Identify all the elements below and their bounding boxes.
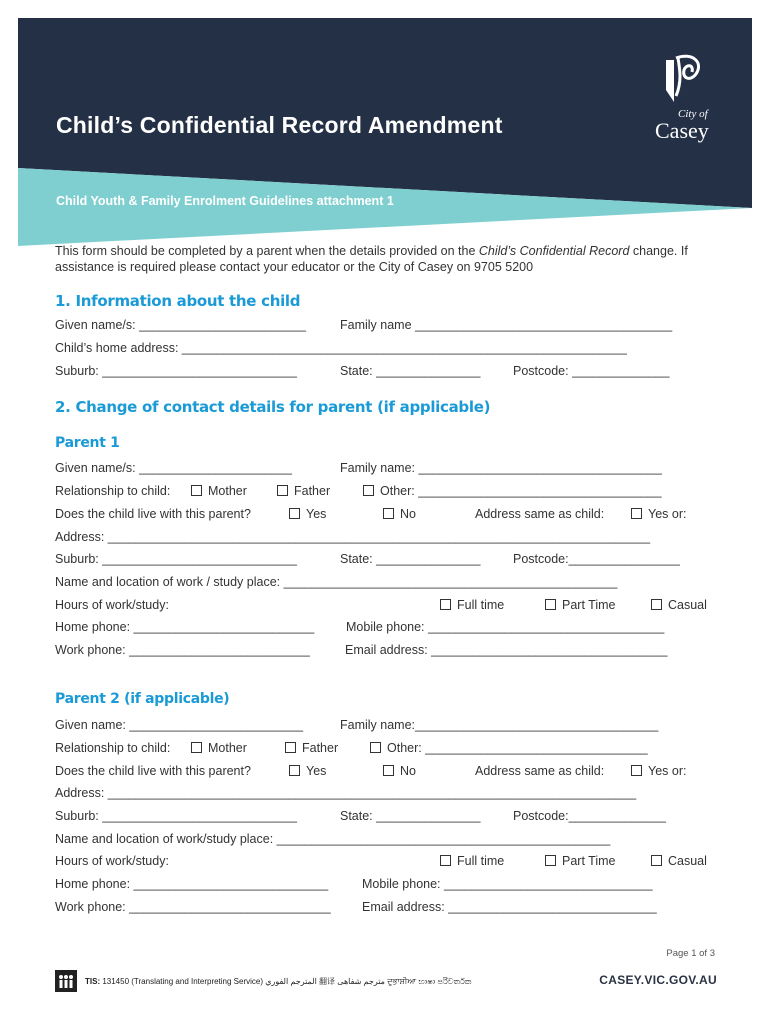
p1-suburb-row: [55, 552, 720, 570]
intro-text-start: This form should be completed by a parent when the details provided on the: [55, 244, 479, 258]
p2-other-option[interactable]: [370, 741, 648, 755]
p2-casual-label: Casual: [668, 854, 707, 868]
p1-home-phone-field[interactable]: Home phone: __________________________: [55, 620, 315, 634]
p2-mobile-phone-field[interactable]: Mobile phone: ______________________________: [362, 877, 653, 891]
checkbox-icon[interactable]: [631, 508, 642, 519]
p1-name-row: [55, 461, 720, 479]
page-subtitle: Child Youth & Family Enrolment Guidelines attachment 1: [56, 194, 394, 208]
p2-hours-label: Hours of work/study:: [55, 854, 169, 868]
p1-address-field[interactable]: Address: ______________________________________________________________________________: [55, 530, 651, 544]
p2-casual-option[interactable]: [651, 854, 707, 868]
checkbox-icon[interactable]: [370, 742, 381, 753]
p2-work-phone-field[interactable]: Work phone: _____________________________: [55, 900, 331, 914]
checkbox-icon[interactable]: [285, 742, 296, 753]
intro-emphasis: Child’s Confidential Record: [478, 244, 630, 258]
p2-part-time-option[interactable]: [545, 854, 616, 868]
checkbox-icon[interactable]: [631, 765, 642, 776]
p1-relationship-row: [55, 484, 720, 502]
p2-yes-or-label: Yes or:: [648, 764, 687, 778]
p1-given-name-field[interactable]: Given name/s: ______________________: [55, 461, 293, 475]
checkbox-icon[interactable]: [277, 485, 288, 496]
checkbox-icon[interactable]: [651, 599, 662, 610]
child-postcode-field[interactable]: Postcode: ______________: [513, 364, 670, 378]
p2-state-field[interactable]: State: _______________: [340, 809, 481, 823]
p1-part-time-option[interactable]: [545, 598, 616, 612]
logo-casey-text: Casey: [655, 118, 709, 143]
p1-hours-row: [55, 598, 720, 616]
p2-relationship-label: Relationship to child:: [55, 741, 171, 755]
p1-casual-label: Casual: [668, 598, 707, 612]
p1-no-label: No: [400, 507, 416, 521]
p1-casual-option[interactable]: [651, 598, 707, 612]
checkbox-icon[interactable]: [545, 855, 556, 866]
p1-state-field[interactable]: State: _______________: [340, 552, 481, 566]
child-address-row: [55, 341, 720, 359]
p1-full-time-label: Full time: [457, 598, 505, 612]
p1-other-option[interactable]: [363, 484, 662, 498]
p1-lives-label: Does the child live with this parent?: [55, 507, 251, 521]
checkbox-icon[interactable]: [440, 599, 451, 610]
p1-yes-option[interactable]: [289, 507, 326, 521]
p1-address-same-label: Address same as child:: [475, 507, 605, 521]
p1-work-row: [55, 643, 720, 661]
p2-family-name-field[interactable]: Family name:___________________________________: [340, 718, 659, 732]
p1-mobile-phone-field[interactable]: Mobile phone: __________________________________: [346, 620, 665, 634]
p2-father-label: Father: [302, 741, 339, 755]
p2-phone-row: [55, 877, 720, 895]
p2-suburb-row: [55, 809, 720, 827]
parent-1-heading: Parent 1: [55, 435, 120, 451]
p1-other-label: Other: ___________________________________: [380, 484, 662, 498]
p2-no-option[interactable]: [383, 764, 416, 778]
p1-no-option[interactable]: [383, 507, 416, 521]
p2-home-phone-field[interactable]: Home phone: ____________________________: [55, 877, 329, 891]
section-1-heading: 1. Information about the child: [55, 292, 301, 310]
intro-text-end: change. If assistance is required please contact your educator or the City of Casey on 9705 5200: [55, 244, 688, 274]
p2-given-name-field[interactable]: Given name: _________________________: [55, 718, 304, 732]
child-family-name-field[interactable]: Family name _____________________________________: [340, 318, 673, 332]
p1-family-name-field[interactable]: Family name: ___________________________________: [340, 461, 662, 475]
checkbox-icon[interactable]: [289, 765, 300, 776]
p2-postcode-field[interactable]: Postcode:______________: [513, 809, 666, 823]
p2-no-label: No: [400, 764, 416, 778]
checkbox-icon[interactable]: [651, 855, 662, 866]
p1-part-time-label: Part Time: [562, 598, 616, 612]
checkbox-icon[interactable]: [363, 485, 374, 496]
p1-hours-label: Hours of work/study:: [55, 598, 169, 612]
p2-address-same-label: Address same as child:: [475, 764, 605, 778]
p1-address-same-option[interactable]: [631, 507, 686, 521]
p2-mother-option[interactable]: [191, 741, 247, 755]
p1-suburb-field[interactable]: Suburb: ____________________________: [55, 552, 297, 566]
tis-info: [85, 976, 471, 987]
p2-other-label: Other: ________________________________: [387, 741, 648, 755]
p2-lives-row: [55, 764, 720, 782]
p1-lives-row: [55, 507, 720, 525]
p1-father-option[interactable]: [277, 484, 330, 498]
p1-full-time-option[interactable]: [440, 598, 504, 612]
checkbox-icon[interactable]: [191, 485, 202, 496]
p2-relationship-row: [55, 741, 720, 759]
p2-address-field[interactable]: Address: ____________________________________________________________________________: [55, 786, 637, 800]
p1-phone-row: [55, 620, 720, 638]
checkbox-icon[interactable]: [383, 765, 394, 776]
checkbox-icon[interactable]: [289, 508, 300, 519]
p1-postcode-field[interactable]: Postcode:________________: [513, 552, 680, 566]
p1-email-field[interactable]: Email address: __________________________________: [345, 643, 668, 657]
child-given-name-field[interactable]: Given name/s: ________________________: [55, 318, 306, 332]
tis-label: TIS:: [85, 977, 101, 986]
p2-full-time-label: Full time: [457, 854, 505, 868]
page-number: Page 1 of 3: [666, 948, 715, 959]
website-link[interactable]: CASEY.VIC.GOV.AU: [599, 973, 717, 987]
p2-full-time-option[interactable]: [440, 854, 504, 868]
child-home-address-field[interactable]: Child’s home address: ________________________________________________________________: [55, 341, 627, 355]
intro-paragraph: [55, 243, 735, 275]
p2-work-place-row: [55, 832, 720, 850]
p2-name-row: [55, 718, 720, 736]
p1-mother-label: Mother: [208, 484, 247, 498]
child-state-field[interactable]: State: _______________: [340, 364, 481, 378]
logo-city-of-text: City of: [678, 108, 708, 120]
p1-father-label: Father: [294, 484, 331, 498]
footer: [55, 968, 717, 996]
p2-email-field[interactable]: Email address: ______________________________: [362, 900, 657, 914]
section-2-heading: 2. Change of contact details for parent (if applicable): [55, 398, 491, 416]
child-name-row: [55, 318, 720, 336]
page-title: Child’s Confidential Record Amendment: [56, 112, 503, 138]
p1-yes-label: Yes: [306, 507, 327, 521]
p2-yes-option[interactable]: [289, 764, 326, 778]
child-suburb-field[interactable]: Suburb: ____________________________: [55, 364, 297, 378]
child-suburb-row: [55, 364, 720, 382]
p2-part-time-label: Part Time: [562, 854, 616, 868]
p1-relationship-label: Relationship to child:: [55, 484, 171, 498]
checkbox-icon[interactable]: [191, 742, 202, 753]
parent-2-heading: Parent 2 (if applicable): [55, 691, 230, 707]
p2-mother-label: Mother: [208, 741, 247, 755]
checkbox-icon[interactable]: [440, 855, 451, 866]
p2-address-row: [55, 786, 720, 804]
p2-suburb-field[interactable]: Suburb: ____________________________: [55, 809, 297, 823]
p2-father-option[interactable]: [285, 741, 338, 755]
tis-text: 131450 (Translating and Interpreting Service) المترجم الفوري 翻译 مترجم شفاهی ਦੁਭਾਸ਼ੀਆ භාෂා පරිවර්තක: [100, 977, 472, 986]
p2-work-place-field[interactable]: Name and location of work/study place: ________________________________________________: [55, 832, 611, 846]
p1-address-row: [55, 530, 720, 548]
p1-yes-or-label: Yes or:: [648, 507, 687, 521]
p1-work-place-field[interactable]: Name and location of work / study place: ________________________________________________: [55, 575, 618, 589]
tis-people-icon: [55, 970, 77, 992]
checkbox-icon[interactable]: [545, 599, 556, 610]
p2-address-same-option[interactable]: [631, 764, 686, 778]
p2-work-row: [55, 900, 720, 918]
p1-work-place-row: [55, 575, 720, 593]
p1-mother-option[interactable]: [191, 484, 247, 498]
p2-yes-label: Yes: [306, 764, 327, 778]
p1-work-phone-field[interactable]: Work phone: __________________________: [55, 643, 310, 657]
checkbox-icon[interactable]: [383, 508, 394, 519]
p2-hours-row: [55, 854, 720, 872]
p2-lives-label: Does the child live with this parent?: [55, 764, 251, 778]
